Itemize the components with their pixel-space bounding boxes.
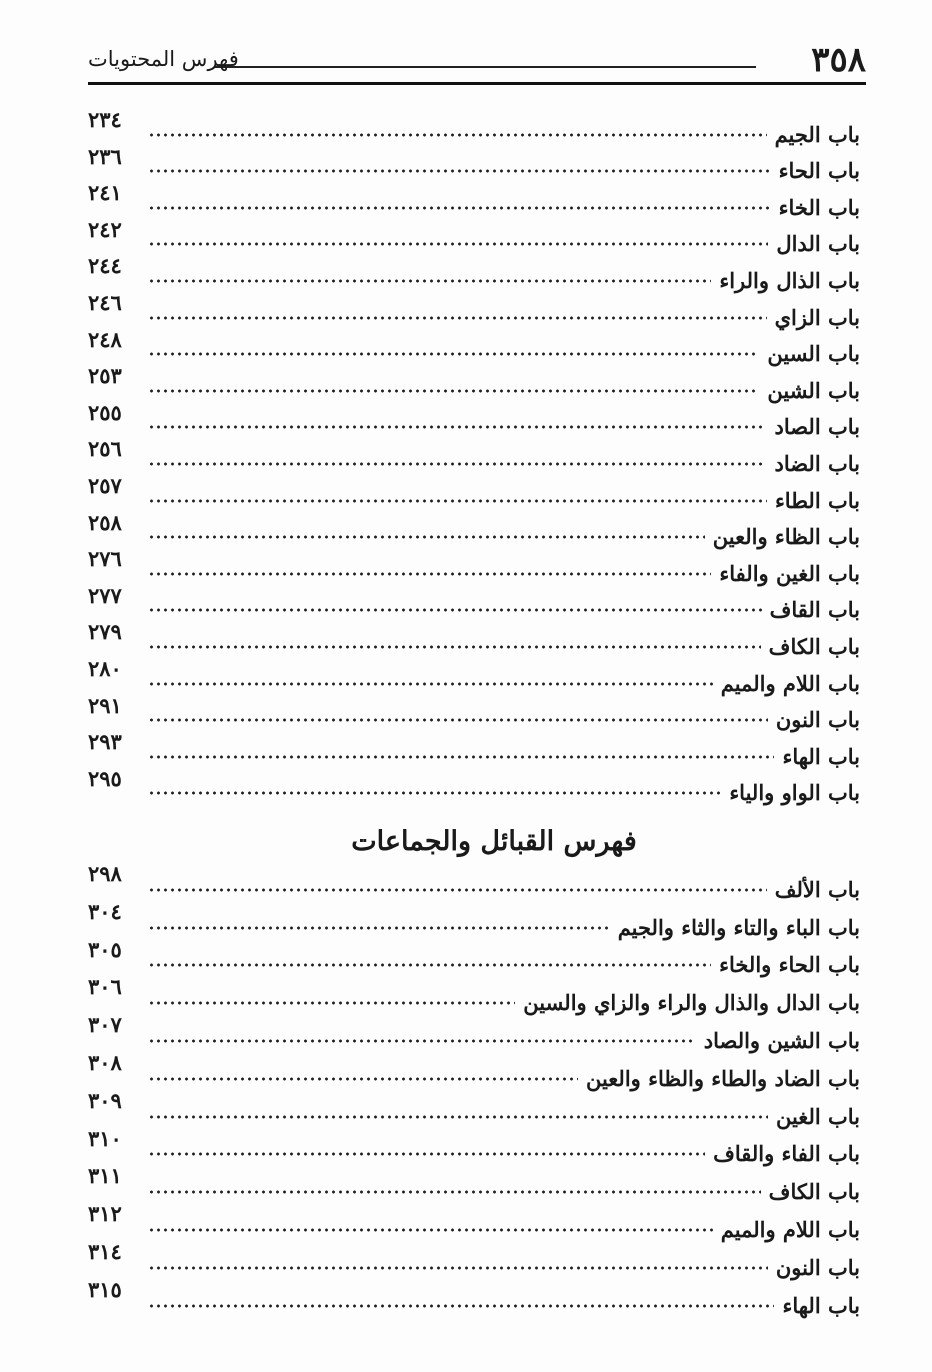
header-title: فهرس المحتويات: [88, 47, 239, 71]
toc-entry: [88, 363, 860, 405]
toc-entry-page: ٢٣٦: [88, 143, 122, 169]
dot-leader: [148, 130, 767, 140]
toc-entry-title: باب الصاد: [774, 414, 860, 440]
dot-leader: [148, 422, 766, 432]
toc-entry-title: باب الشين والصاد: [703, 1027, 860, 1053]
toc-entry: [88, 1012, 860, 1055]
toc-entry: [88, 180, 860, 222]
toc-entry-title: باب الهاء: [782, 1292, 860, 1318]
toc-entry-title: باب اللام والميم: [720, 670, 860, 696]
toc-entry-title: باب الألف: [774, 876, 860, 902]
dot-leader: [148, 923, 610, 933]
toc-entry: [88, 936, 860, 980]
dot-leader: [148, 960, 711, 970]
toc-entry: [88, 692, 860, 735]
toc-entry: [88, 1125, 860, 1169]
dot-leader: [148, 1149, 705, 1159]
toc-entry-title: باب النون: [775, 1254, 860, 1280]
toc-entry-title: باب النون: [775, 707, 860, 733]
toc-entry-title: باب الشين: [767, 377, 860, 403]
dot-leader: [148, 349, 759, 359]
toc-entry: [88, 436, 860, 478]
toc-entry-title: باب الخاء: [778, 194, 860, 220]
toc-entry: [88, 655, 860, 698]
toc-entry-page: ٢٤١: [88, 180, 122, 206]
toc-entry: [88, 1049, 860, 1093]
running-header: [88, 40, 866, 86]
dot-leader: [148, 998, 515, 1008]
toc-entry-title: باب الجيم: [774, 121, 860, 147]
toc-entry-title: باب الدال: [776, 231, 860, 257]
toc-list-tribes: [88, 861, 860, 1320]
toc-entry: [88, 107, 860, 149]
toc-entry: [88, 1201, 860, 1244]
dot-leader: [148, 788, 721, 798]
toc-entry: [88, 472, 860, 515]
toc-entry: [88, 143, 860, 186]
toc-entry: [88, 399, 860, 442]
dot-leader: [148, 715, 768, 725]
toc-entry-title: باب الهاء: [782, 743, 860, 769]
toc-entry-page: ٢٥٨: [88, 509, 122, 535]
dot-leader: [148, 459, 766, 469]
toc-entry: [88, 289, 860, 332]
toc-entry-page: ٢٩١: [88, 692, 122, 718]
toc-entry-title: باب الذال والراء: [719, 267, 860, 293]
dot-leader: [148, 1112, 768, 1122]
toc-entry: [88, 326, 860, 369]
toc-entry-page: ٢٩٣: [88, 729, 122, 755]
toc-entry-title: باب الغين والفاء: [719, 560, 860, 586]
header-divider-thin: [214, 66, 756, 68]
dot-leader: [148, 569, 711, 579]
toc-entry-page: ٣١٤: [88, 1238, 122, 1264]
toc-entry-title: باب الطاء: [774, 487, 860, 513]
toc-entry-title: باب الضاد: [774, 450, 860, 476]
dot-leader: [148, 1074, 578, 1084]
dot-leader: [148, 239, 768, 249]
dot-leader: [148, 203, 771, 213]
toc-entry-page: ٢٧٧: [88, 582, 122, 608]
toc-entry: [88, 1163, 860, 1206]
dot-leader: [148, 496, 767, 506]
toc-entry: [88, 1087, 860, 1131]
toc-entry-title: باب الظاء والعين: [712, 524, 860, 550]
dot-leader: [148, 642, 761, 652]
toc-entry-title: باب السين: [767, 341, 860, 367]
toc-entry-page: ٢٥٧: [88, 472, 122, 498]
toc-entry-page: ٢٥٦: [88, 436, 122, 462]
toc-entry-title: باب الزاي: [774, 304, 860, 330]
toc-entry: [88, 1238, 860, 1282]
dot-leader: [148, 386, 759, 396]
toc-entry-title: باب اللام والميم: [720, 1216, 860, 1242]
toc-entry-page: ٣١٢: [88, 1201, 122, 1227]
toc-entry-page: ٢٧٩: [88, 619, 122, 645]
header-divider: [88, 82, 866, 85]
dot-leader: [148, 532, 705, 542]
toc-entry-page: ٢٥٣: [88, 363, 122, 389]
toc-entry-page: ٢٩٨: [88, 861, 122, 886]
dot-leader: [148, 276, 711, 286]
section-heading: فهرس القبائل والجماعات: [351, 826, 637, 857]
dot-leader: [148, 679, 713, 689]
toc-entry-page: ٢٤٨: [88, 326, 122, 352]
toc-entry: [88, 216, 860, 259]
toc-entry: [88, 861, 860, 904]
toc-entry: [88, 546, 860, 588]
toc-entry-title: باب الحاء والخاء: [719, 952, 860, 978]
toc-entry-title: باب الفاء والقاف: [713, 1141, 860, 1167]
toc-entry-page: ٣١١: [88, 1163, 122, 1189]
toc-entry: [88, 898, 860, 942]
toc-entry-title: باب الباء والتاء والثاء والجيم: [617, 914, 860, 940]
dot-leader: [148, 1187, 761, 1197]
toc-entry-title: باب الكاف: [768, 633, 860, 659]
toc-entry-title: باب الواو والياء: [729, 780, 860, 806]
toc-entry-page: ٢٤٤: [88, 253, 122, 279]
toc-entry-page: ٣١٠: [88, 1125, 122, 1151]
toc-entry-page: ٢٥٥: [88, 399, 122, 425]
toc-list-chapters: [88, 107, 860, 807]
toc-entry: [88, 253, 860, 295]
dot-leader: [148, 605, 762, 615]
dot-leader: [148, 1263, 768, 1273]
toc-entry-page: ٢٨٠: [88, 655, 122, 681]
toc-entry-title: باب الغين: [775, 1103, 860, 1129]
page-number: ٣٥٨: [811, 40, 866, 80]
dot-leader: [148, 1225, 713, 1235]
toc-entry-page: ٣٠٦: [88, 974, 122, 1000]
toc-entry: [88, 729, 860, 771]
toc-entry-title: باب الحاء: [778, 158, 860, 184]
toc-entry-title: باب القاف: [769, 597, 860, 623]
toc-entry-page: ٢٣٤: [88, 107, 122, 132]
toc-entry-page: ٣٠٤: [88, 898, 122, 924]
toc-entry: [88, 619, 860, 661]
toc-entry-page: ٢٤٢: [88, 216, 122, 242]
toc-entry-page: ٢٩٥: [88, 765, 122, 791]
toc-entry: [88, 974, 860, 1017]
toc-entry: [88, 582, 860, 625]
toc-entry-title: باب الكاف: [768, 1179, 860, 1205]
toc-entry: [88, 509, 860, 552]
toc-entry-page: ٣٠٥: [88, 936, 122, 962]
dot-leader: [148, 1301, 774, 1311]
toc-entry-page: ٣١٥: [88, 1276, 122, 1302]
dot-leader: [148, 1036, 696, 1046]
toc-entry-title: باب الدال والذال والراء والزاي والسين: [523, 990, 860, 1016]
toc-entry-page: ٣٠٩: [88, 1087, 122, 1113]
dot-leader: [148, 885, 767, 895]
dot-leader: [148, 313, 767, 323]
toc-entry-page: ٢٧٦: [88, 546, 122, 572]
toc-entry: [88, 1276, 860, 1320]
toc-entry: [88, 765, 860, 808]
toc-entry-page: ٣٠٨: [88, 1049, 122, 1075]
toc-entry-page: ٣٠٧: [88, 1012, 122, 1038]
dot-leader: [148, 166, 771, 176]
toc-entry-title: باب الضاد والطاء والظاء والعين: [585, 1065, 860, 1091]
dot-leader: [148, 752, 774, 762]
toc-entry-page: ٢٤٦: [88, 289, 122, 315]
